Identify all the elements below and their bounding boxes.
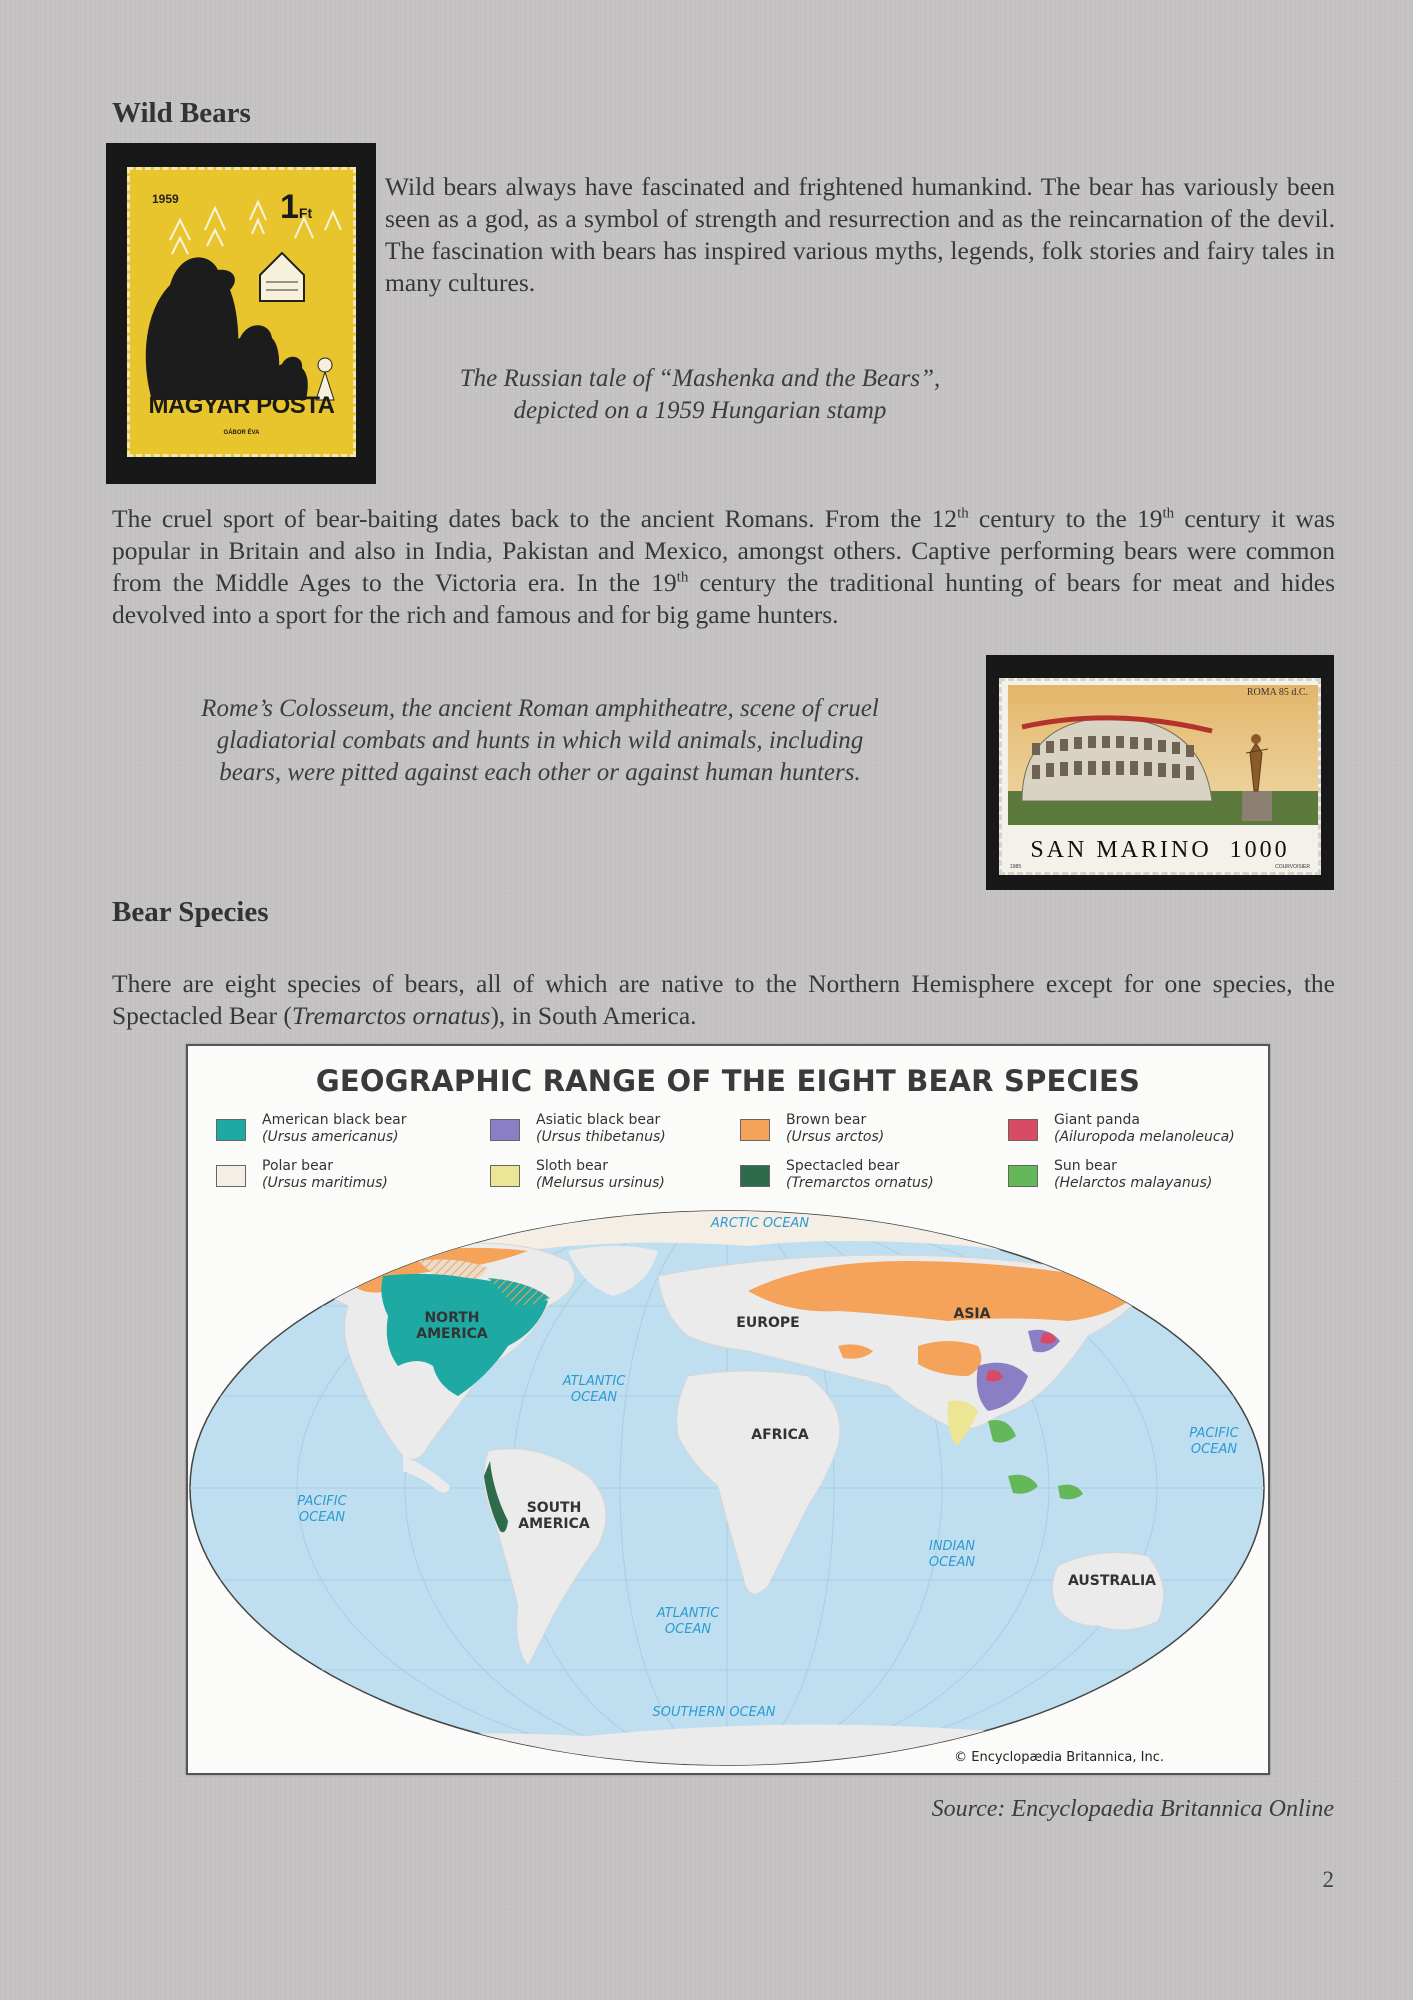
label-pacific-west-2: OCEAN [298,1510,346,1525]
stamp-value: 1Ft [280,188,313,226]
legend-brown-bear: Brown bear (Ursus arctos) [740,1112,1000,1148]
hungarian-stamp [106,143,376,484]
colosseum-caption [130,693,950,789]
label-atlantic-south-2: OCEAN [664,1622,712,1637]
label-atlantic-north-2: OCEAN [570,1390,618,1405]
label-north-america-2: AMERICA [416,1326,488,1342]
label-southern-ocean: SOUTHERN OCEAN [652,1705,776,1720]
mashenka-caption [390,363,1010,427]
label-europe: EUROPE [736,1315,800,1331]
legend-polar-bear: Polar bear (Ursus maritimus) [216,1158,476,1194]
colosseum-caption-line-3: bears, were pitted against each other or against human hunters. [219,759,861,786]
legend-sun-bear: Sun bear (Helarctos malayanus) [1008,1158,1268,1194]
colosseum-caption-line-2: gladiatorial combats and hunts in which wild animals, including [216,727,864,754]
label-atlantic-north-1: ATLANTIC [562,1374,626,1389]
label-south-america-2: AMERICA [518,1516,590,1532]
label-south-america-1: SOUTH [526,1500,582,1516]
map-copyright: © Encyclopædia Britannica, Inc. [954,1750,1164,1765]
map-title: GEOGRAPHIC RANGE OF THE EIGHT BEAR SPECIES [315,1064,1141,1098]
label-indian-ocean-1: INDIAN [928,1539,976,1554]
san-marino-stamp-face [999,678,1321,875]
label-arctic-ocean: ARCTIC OCEAN [710,1216,810,1231]
australia-landmass [1052,1553,1163,1630]
label-pacific-west-1: PACIFIC [297,1494,347,1509]
mashenka-caption-line-2: depicted on a 1959 Hungarian stamp [513,397,887,424]
section-title-bear-species: Bear Species [112,896,269,928]
label-africa: AFRICA [751,1427,809,1443]
section-title-wild-bears: Wild Bears [112,97,251,129]
legend-sloth-bear: Sloth bear (Melursus ursinus) [490,1158,750,1194]
source-citation: Source: Encyclopaedia Britannica Online [931,1796,1334,1822]
species-paragraph: There are eight species of bears, all of which are native to the Northern Hemisphere except for one species, the Spectacled Bear (Tremarctos ornatus), in South America. [112,969,1335,1030]
colosseum-caption-line-1: Rome’s Colosseum, the ancient Roman amphitheatre, scene of cruel [201,695,879,722]
stamp-printer: COURVOISIER [1275,864,1310,870]
hungarian-stamp-face [127,167,356,457]
legend-asiatic-black-bear: Asiatic black bear (Ursus thibetanus) [490,1112,750,1148]
world-map [188,1046,1268,1773]
stamp-postal-name: MAGYAR POSTA [148,392,335,419]
legend-spectacled-bear: Spectacled bear (Tremarctos ornatus) [740,1158,1000,1194]
stamp-artist: GÁBOR ÉVA [223,430,260,436]
stamp-year: 1959 [152,192,179,206]
stamp-country-value: SAN MARINO 1000 [1030,837,1290,863]
bear-baiting-paragraph: The cruel sport of bear-baiting dates back to the ancient Romans. From the 12th century to the 19th century it was popular in Britain and also in India, Pakistan and Mexico, amongst others. Captive performing bears were common from the Middle Ages to the Victoria era. In the 19th century the traditional hunting of bears for meat and hides devolved into a sport for the rich and famous and for big game hunters. [112,504,1336,629]
stamp-inscription: ROMA 85 d.C. [1246,687,1308,698]
label-north-america-1: NORTH [424,1310,480,1326]
label-pacific-east-1: PACIFIC [1189,1426,1239,1441]
label-atlantic-south-1: ATLANTIC [656,1606,720,1621]
intro-paragraph: Wild bears always have fascinated and frightened humankind. The bear has variously been seen as a god, as a symbol of strength and resurrection and as the reincarnation of the devil. The fascination with bears has inspired various myths, legends, folk stories and fairy tales in many cultures. [385,172,1335,297]
san-marino-stamp [986,655,1334,890]
bear-range-map [186,1044,1270,1775]
page-number: 2 [1322,1867,1334,1892]
legend-american-black-bear: American black bear (Ursus americanus) [216,1112,476,1148]
label-asia: ASIA [953,1306,991,1322]
colosseum-illustration [1002,681,1321,831]
legend-giant-panda: Giant panda (Ailuropoda melanoleuca) [1008,1112,1268,1148]
label-pacific-east-2: OCEAN [1190,1442,1238,1457]
mashenka-caption-line-1: The Russian tale of “Mashenka and the Bears”, [459,365,941,392]
label-indian-ocean-2: OCEAN [928,1555,976,1570]
stamp-year: 1985 [1010,864,1022,870]
label-australia: AUSTRALIA [1068,1573,1156,1589]
